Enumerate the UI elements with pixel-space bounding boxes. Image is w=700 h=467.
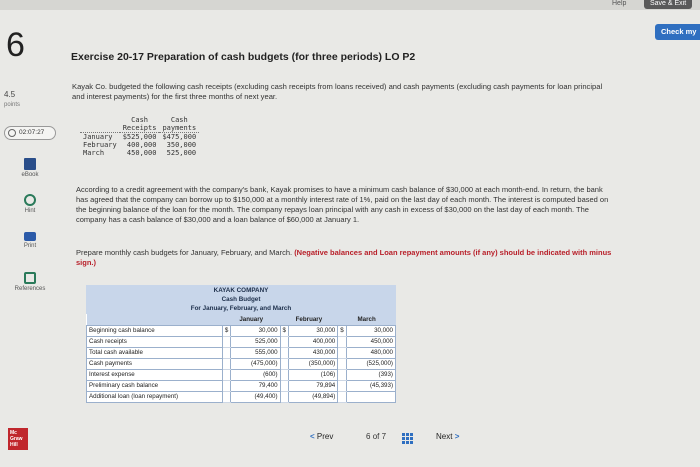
cell-mar[interactable]: (393) (346, 369, 395, 380)
budget-name: Cash Budget (221, 296, 261, 303)
row-label[interactable]: Preliminary cash balance (87, 380, 223, 391)
row-label[interactable]: Cash payments (87, 358, 223, 369)
printer-icon (24, 232, 36, 241)
top-bar (0, 0, 700, 10)
receipts-header-2: Receipts (120, 124, 160, 133)
cell-jan[interactable]: 555,000 (231, 347, 280, 358)
instructions-text: Prepare monthly cash budgets for January, February, and March. (76, 248, 293, 257)
table-row: March 450,000 525,000 (83, 149, 197, 157)
exercise-title: Exercise 20-17 Preparation of cash budgets (for three periods) LO P2 (71, 51, 416, 63)
currency-symbol: $ (338, 325, 346, 336)
col-february: February (280, 314, 338, 325)
budget-header (86, 285, 396, 314)
budget-table (86, 314, 396, 403)
cell-mar[interactable]: (525,000) (346, 358, 395, 369)
instructions (76, 248, 616, 268)
points-label: points (4, 102, 21, 108)
page-indicator: 6 of 7 (366, 432, 387, 441)
prev-button[interactable]: < Prev (310, 432, 334, 441)
print-label: Print (23, 243, 37, 249)
row-label[interactable]: Cash receipts (87, 336, 223, 347)
cell-mar[interactable]: (45,393) (346, 380, 395, 391)
grid-icon[interactable] (402, 433, 412, 443)
save-exit-button[interactable]: Save & Exit (644, 0, 692, 9)
table-row (87, 369, 396, 380)
timer-value: 02:07:27 (19, 129, 45, 136)
table-row (87, 380, 396, 391)
cell-feb[interactable]: 30,000 (289, 325, 338, 336)
cell-feb[interactable]: (106) (289, 369, 338, 380)
next-button[interactable]: Next > (436, 432, 460, 441)
chevron-left-icon: < (310, 432, 315, 441)
help-link[interactable]: Help (612, 0, 627, 7)
row-label[interactable]: Interest expense (87, 369, 223, 380)
currency-symbol: $ (280, 325, 288, 336)
hint-icon (24, 194, 36, 206)
cell-jan[interactable]: (475,000) (231, 358, 280, 369)
payments-header-1: Cash (170, 116, 188, 124)
ebook-icon (24, 158, 36, 170)
left-sidebar (0, 10, 62, 467)
cell-jan[interactable]: (600) (231, 369, 280, 380)
cash-budget (86, 285, 396, 403)
print-tool[interactable] (2, 232, 58, 249)
table-row (87, 325, 396, 336)
cell-mar[interactable]: 480,000 (346, 347, 395, 358)
budget-column-headers (87, 314, 396, 325)
cell-jan[interactable]: (49,400) (231, 391, 280, 402)
receipts-payments-table (80, 116, 199, 157)
cell-mar[interactable] (346, 391, 395, 402)
check-my-work-button[interactable]: Check my (655, 24, 700, 40)
ebook-tool[interactable] (2, 158, 58, 178)
col-march: March (338, 314, 396, 325)
intro-text: Kayak Co. budgeted the following cash receipts (excluding cash receipts from loans received) and cash payments (excluding cash payments for loan principal and interest payments) for the first three months of next year. (72, 82, 603, 101)
cell-feb[interactable]: 400,000 (289, 336, 338, 347)
cell-feb[interactable]: (350,000) (289, 358, 338, 369)
references-tool[interactable] (2, 272, 58, 292)
cell-jan[interactable]: 79,400 (231, 380, 280, 391)
references-icon (24, 272, 36, 284)
table-row (87, 347, 396, 358)
receipts-header-1: Cash (131, 116, 148, 124)
cell-feb[interactable]: 430,000 (289, 347, 338, 358)
col-january: January (222, 314, 280, 325)
budget-period: For January, February, and March (190, 305, 292, 312)
ebook-label: eBook (21, 172, 39, 178)
chevron-right-icon: > (454, 432, 460, 441)
row-label[interactable]: Additional loan (loan repayment) (87, 391, 223, 402)
references-label: References (14, 286, 46, 292)
hint-label: Hint (24, 208, 36, 214)
cell-jan[interactable]: 525,000 (231, 336, 280, 347)
question-number: 6 (6, 26, 25, 64)
cell-feb[interactable]: 79,894 (289, 380, 338, 391)
company-name: KAYAK COMPANY (213, 287, 269, 294)
timer[interactable] (4, 126, 56, 140)
payments-header-2: payments (159, 124, 199, 133)
table-row (87, 336, 396, 347)
cell-mar[interactable]: 450,000 (346, 336, 395, 347)
clock-icon (8, 129, 16, 137)
cell-feb[interactable]: (49,894) (289, 391, 338, 402)
credit-agreement-text: According to a credit agreement with the company's bank, Kayak promises to have a minimum cash balance of $30,000 at each month-end. In return, the bank has agreed that the company can borrow up to $150,000 at a monthly interest rate of 1%, paid on the last day of each month. The interest is computed based on the beginning balance of the loan for the month. The company repays loan principal with any cash in excess of $30,000 on the last day of each month. The company has a cash balance of $30,000 and a loan balance of $60,000 at January 1. (76, 185, 609, 224)
cell-mar[interactable]: 30,000 (346, 325, 395, 336)
table-row (87, 358, 396, 369)
row-label[interactable]: Beginning cash balance (87, 325, 223, 336)
points-value: 4.5 (4, 90, 16, 99)
publisher-logo: Mc Graw Hill (8, 428, 28, 450)
hint-tool[interactable] (2, 194, 58, 214)
currency-symbol: $ (222, 325, 230, 336)
cell-jan[interactable]: 30,000 (231, 325, 280, 336)
instructions-note: (Negative balances and Loan repayment amounts (if any) should be indicated with minus sign.) (76, 248, 612, 267)
table-row: February 400,000 350,000 (83, 141, 197, 149)
row-label[interactable]: Total cash available (87, 347, 223, 358)
table-row: January $525,000 $475,000 (83, 133, 197, 141)
points-display (4, 90, 20, 110)
table-row (87, 391, 396, 402)
